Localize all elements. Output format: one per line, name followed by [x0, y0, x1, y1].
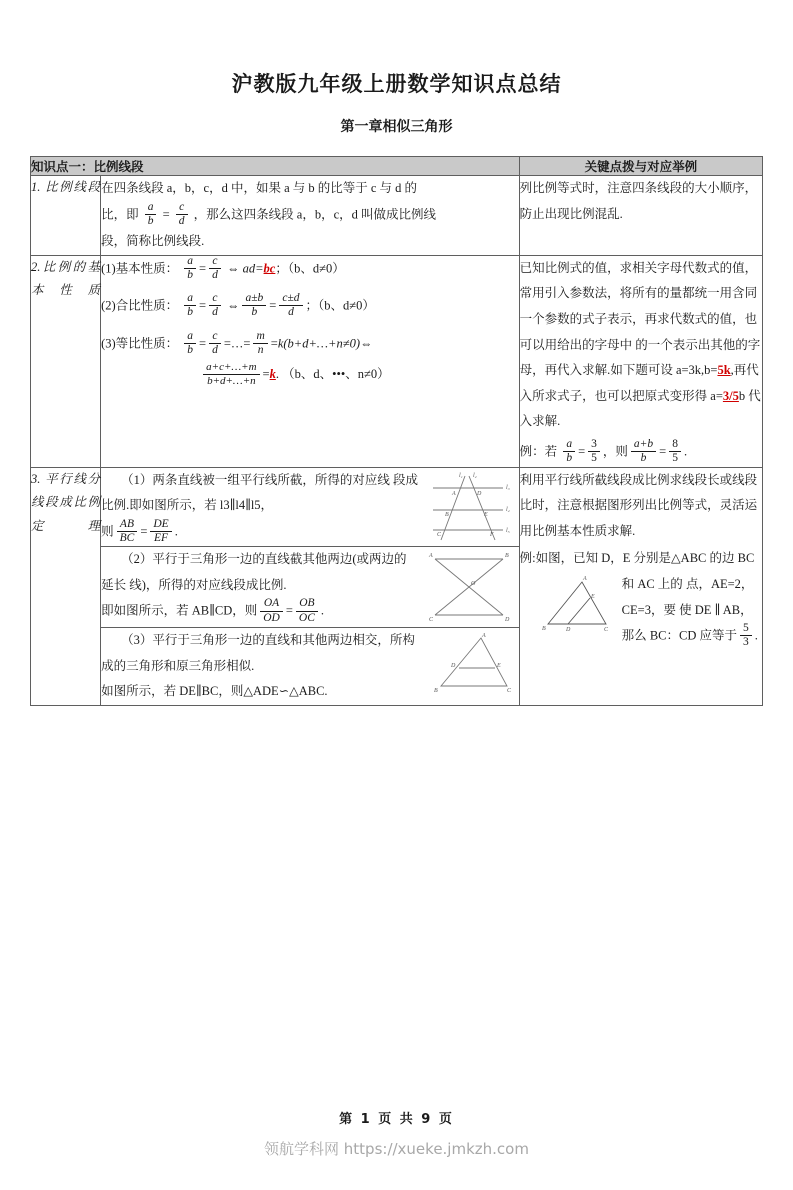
svg-text:l₃: l₃ [505, 484, 510, 491]
svg-text:D: D [476, 490, 482, 497]
svg-text:E: E [496, 663, 501, 670]
svg-text:l₅: l₅ [505, 527, 510, 534]
svg-text:A: A [481, 633, 486, 640]
key-text-2: 已知比例式的值，求相关字母代数式的值，常用引入参数法，将所有的量都统一用含同一个参数的式子表示，再求代数式的值，也可以用给出的字母中 的一个表示出其他的字母，再代入求解. [519, 260, 761, 378]
row-label-2 [31, 255, 101, 467]
svg-text:C: C [506, 688, 511, 695]
svg-text:D: D [450, 663, 456, 670]
key-ex-b: AC 上的 [637, 577, 683, 591]
section-2-formula-pre: 即如图所示，若 AB∥CD，则 [101, 604, 258, 619]
fraction-8-5: $\frac{8}{5}$ [669, 438, 681, 465]
row-label-num: 3. [31, 471, 41, 486]
svg-text:C: C [603, 627, 608, 633]
definition-line-3: 段，简称比例线段. [101, 234, 205, 249]
property-sum-name: (2)合比性质： [101, 298, 179, 313]
row-key-3 [519, 467, 762, 706]
document-page [0, 68, 793, 706]
key-ex-c: 点，AE=2， [685, 577, 754, 591]
section-1-text: （1）两条直线被一组平行线所截，所得的对应线 段成比例.即如图所示，若 l3∥l4∥l5， [101, 472, 418, 513]
fraction-c-d: $\frac{c}{d}$ [176, 201, 188, 228]
property-ratio-second: $\frac{a+c+\dots+m}{b+d+\dots+n}$ =k. （b、d、•••、n≠0） [101, 362, 519, 388]
parallel-lines-figure [429, 470, 517, 542]
svg-text:D: D [504, 617, 510, 624]
fraction-a-b: $\frac{a}{b}$ [563, 438, 575, 465]
svg-text:D: D [565, 627, 571, 633]
definition-line-2-pre: 比，即 [101, 207, 139, 222]
fraction-OA-OD: $\frac{OA}{OD}$ [260, 597, 283, 624]
section-2-text: （2）平行于三角形一边的直线截其他两边(或两边的延长 线)，所得的对应线段成比例. [101, 552, 407, 592]
row-key-1: 列比例等式时，注意四条线段的大小顺序，防止出现比例混乱. [519, 176, 762, 256]
svg-text:E: E [590, 594, 595, 600]
row-label-1 [31, 176, 101, 256]
key-ex-e: 使 DE ∥ [679, 602, 721, 617]
row-body-1 [101, 176, 520, 256]
table-header-row [31, 157, 763, 176]
key-example-3 [520, 546, 762, 650]
svg-text:B: B [504, 553, 509, 560]
footer-page-number: 第 1 页 共 9 页 [339, 1112, 454, 1127]
example-end: . [683, 444, 688, 459]
section-1-formula: 则 $\frac{AB}{BC}$ = $\frac{DE}{EF}$ . [101, 517, 178, 544]
header-left: 知识点一：比例线段 [31, 157, 520, 176]
key-text-2b-b: ,再代入所求式子，也可以把原式变形得 a= [519, 363, 759, 403]
fraction-DE-EF: $\frac{DE}{EF}$ [150, 518, 171, 545]
fraction-ab-b: $\frac{a+b}{b}$ [631, 438, 656, 465]
triangle-de-figure [538, 572, 616, 634]
page-title: 沪教版九年级上册数学知识点总结 [231, 71, 562, 96]
svg-text:F: F [489, 531, 494, 538]
fraction-AB-BC: $\frac{AB}{BC}$ [117, 518, 138, 545]
property-ratio-name: (3)等比性质： [101, 336, 179, 351]
svg-text:B: B [444, 511, 449, 518]
key-text-2b-c: b 代入求解. [519, 388, 761, 429]
svg-text:C: C [428, 617, 433, 624]
fraction-c-d: $\frac{c}{d}$ [209, 330, 221, 357]
svg-text:B: B [541, 626, 546, 632]
row-key-2 [519, 255, 762, 467]
table-row [31, 467, 763, 547]
highlight-5k: 5k [717, 363, 731, 378]
svg-text:l₄: l₄ [505, 506, 510, 513]
row-label-text: 比例的基本性质 [31, 259, 101, 298]
section-1-formula-pre: 则 [101, 524, 114, 539]
row-label-num: 2. [31, 259, 41, 274]
row-body-3-sec3 [101, 628, 520, 706]
section-2-formula: 即如图所示，若 AB∥CD，则 $\frac{OA}{OD}$ = $\frac{OB}{OC}$ . [101, 597, 325, 624]
fraction-a-b: $\frac{a}{b}$ [184, 255, 196, 282]
footer-watermark: 领航学科网 https://xueke.jmkzh.com [264, 1140, 529, 1158]
key-ex-f: AB，那么 [621, 602, 753, 643]
fraction-c-d: $\frac{c}{d}$ [209, 255, 221, 282]
property-ratio-cond: （b、d、•••、n≠0） [282, 367, 390, 382]
fraction-c-d: $\frac{c}{d}$ [209, 292, 221, 319]
key-paragraph-3: 利用平行线所截线段成比例求线段长或线段比时，注意根据图形列出比例等式，灵活运用比例基本性质求解. [519, 472, 758, 538]
definition-line-1: 在四条线段 a，b，c，d 中，如果 a 与 b 的比等于 c 与 d 的 [101, 181, 418, 195]
fraction-sum: $\frac{a+c+\dots+m}{b+d+\dots+n}$ [203, 361, 259, 387]
example-mid: ，则 [602, 444, 628, 459]
highlight-3-5: 3/5 [722, 388, 739, 403]
svg-text:l₂: l₂ [472, 472, 477, 479]
property-basic-name: (1)基本性质： [101, 261, 179, 276]
svg-text:l₁: l₁ [458, 472, 463, 479]
svg-text:A: A [428, 553, 433, 560]
row-body-2 [101, 255, 520, 467]
section-2-formula-end: . [320, 604, 325, 619]
property-sum-cond: ；（b、d≠0） [305, 298, 375, 313]
table-row [31, 255, 763, 467]
definition-line-2: 比，即 $\frac{a}{b}$ = $\frac{c}{d}$ ，那么这四条线段 a，b，c，d 叫做成比例线 [101, 200, 437, 227]
section-3-text: （3）平行于三角形一边的直线和其他两边相交，所构成的三角形和原三角形相似. [101, 633, 415, 673]
knowledge-table [30, 156, 763, 706]
page-subtitle: 第一章相似三角形 [340, 119, 453, 135]
fraction-a-b: $\frac{a}{b}$ [184, 292, 196, 319]
fraction-cpd-d: $\frac{c\pm d}{d}$ [279, 292, 302, 319]
highlight-k: k [269, 367, 276, 382]
key-ex-a: 例:如图，已知 D，E 分别是△ABC 的边 BC 和 [519, 551, 755, 591]
bowtie-figure [425, 549, 517, 625]
key-example-2: 例：若 $\frac{a}{b}$ = $\frac{3}{5}$ ，则 $\frac{a+b}{b}$ = $\frac{8}{5}$ . [519, 438, 688, 465]
svg-text:A: A [451, 490, 456, 497]
property-basic-tail: ad= [242, 261, 264, 276]
key-ex-g: BC：CD 应等于 [649, 628, 737, 643]
fraction-3-5: $\frac{3}{5}$ [588, 438, 600, 465]
svg-text:O: O [470, 581, 476, 588]
property-basic-cond: ；（b、d≠0） [275, 261, 345, 276]
fraction-apb-b: $\frac{a\pm b}{b}$ [242, 292, 266, 319]
fraction-a-b: $\frac{a}{b}$ [145, 201, 157, 228]
property-ratio: (3)等比性质： $\frac{a}{b}$ = $\frac{c}{d}$ =…= $\frac{m}{n}$ =k(b+d+…+n≠0)⇔ [101, 329, 373, 356]
example-pre: 例：若 [519, 444, 558, 459]
row-body-3-sec2 [101, 547, 520, 628]
fraction-m-n: $\frac{m}{n}$ [253, 330, 267, 357]
property-sum: (2)合比性质： $\frac{a}{b}$ = $\frac{c}{d}$ ⇔ $\frac{a\pm b}{b}$ = $\frac{c\pm d}{d}$ ；（b、d≠0） [101, 292, 375, 319]
section-1-formula-end: . [174, 524, 178, 539]
row-label-text: 平行线分线段成比例定理 [31, 471, 101, 533]
row-body-3-sec1 [101, 467, 520, 547]
fraction-OB-OC: $\frac{OB}{OC}$ [296, 597, 318, 624]
svg-text:B: B [433, 688, 438, 695]
header-right: 关键点拨与对应举例 [519, 157, 762, 176]
table-row [31, 176, 763, 256]
property-ratio-tail: k(b+d+…+n≠0)⇔ [277, 336, 373, 351]
fraction-5-3: $\frac{5}{3}$ [740, 622, 752, 649]
key-ex-h: . [754, 628, 758, 643]
svg-text:E: E [483, 511, 488, 518]
highlight-bc: bc [263, 261, 276, 276]
svg-text:C: C [436, 531, 441, 538]
fraction-a-b: $\frac{a}{b}$ [184, 330, 196, 357]
row-label-text: 比例线段 [45, 180, 101, 194]
similar-triangle-figure [431, 630, 517, 698]
row-label-3 [31, 467, 101, 706]
svg-text:A: A [582, 576, 587, 582]
key-ex-d: CE=3，要 [621, 602, 676, 617]
property-basic: (1)基本性质： $\frac{a}{b}$ = $\frac{c}{d}$ ⇔ ad=bc；（b、d≠0） [101, 254, 345, 281]
key-text-2b-a: 如下题可设 a=3k,b= [610, 363, 718, 378]
section-3-conclusion: 如图所示，若 DE∥BC，则△ADE∽△ABC. [101, 684, 328, 699]
definition-line-2-post: ，那么这四条线段 a，b，c，d 叫做成比例线 [193, 207, 437, 222]
row-label-num: 1. [31, 180, 41, 194]
